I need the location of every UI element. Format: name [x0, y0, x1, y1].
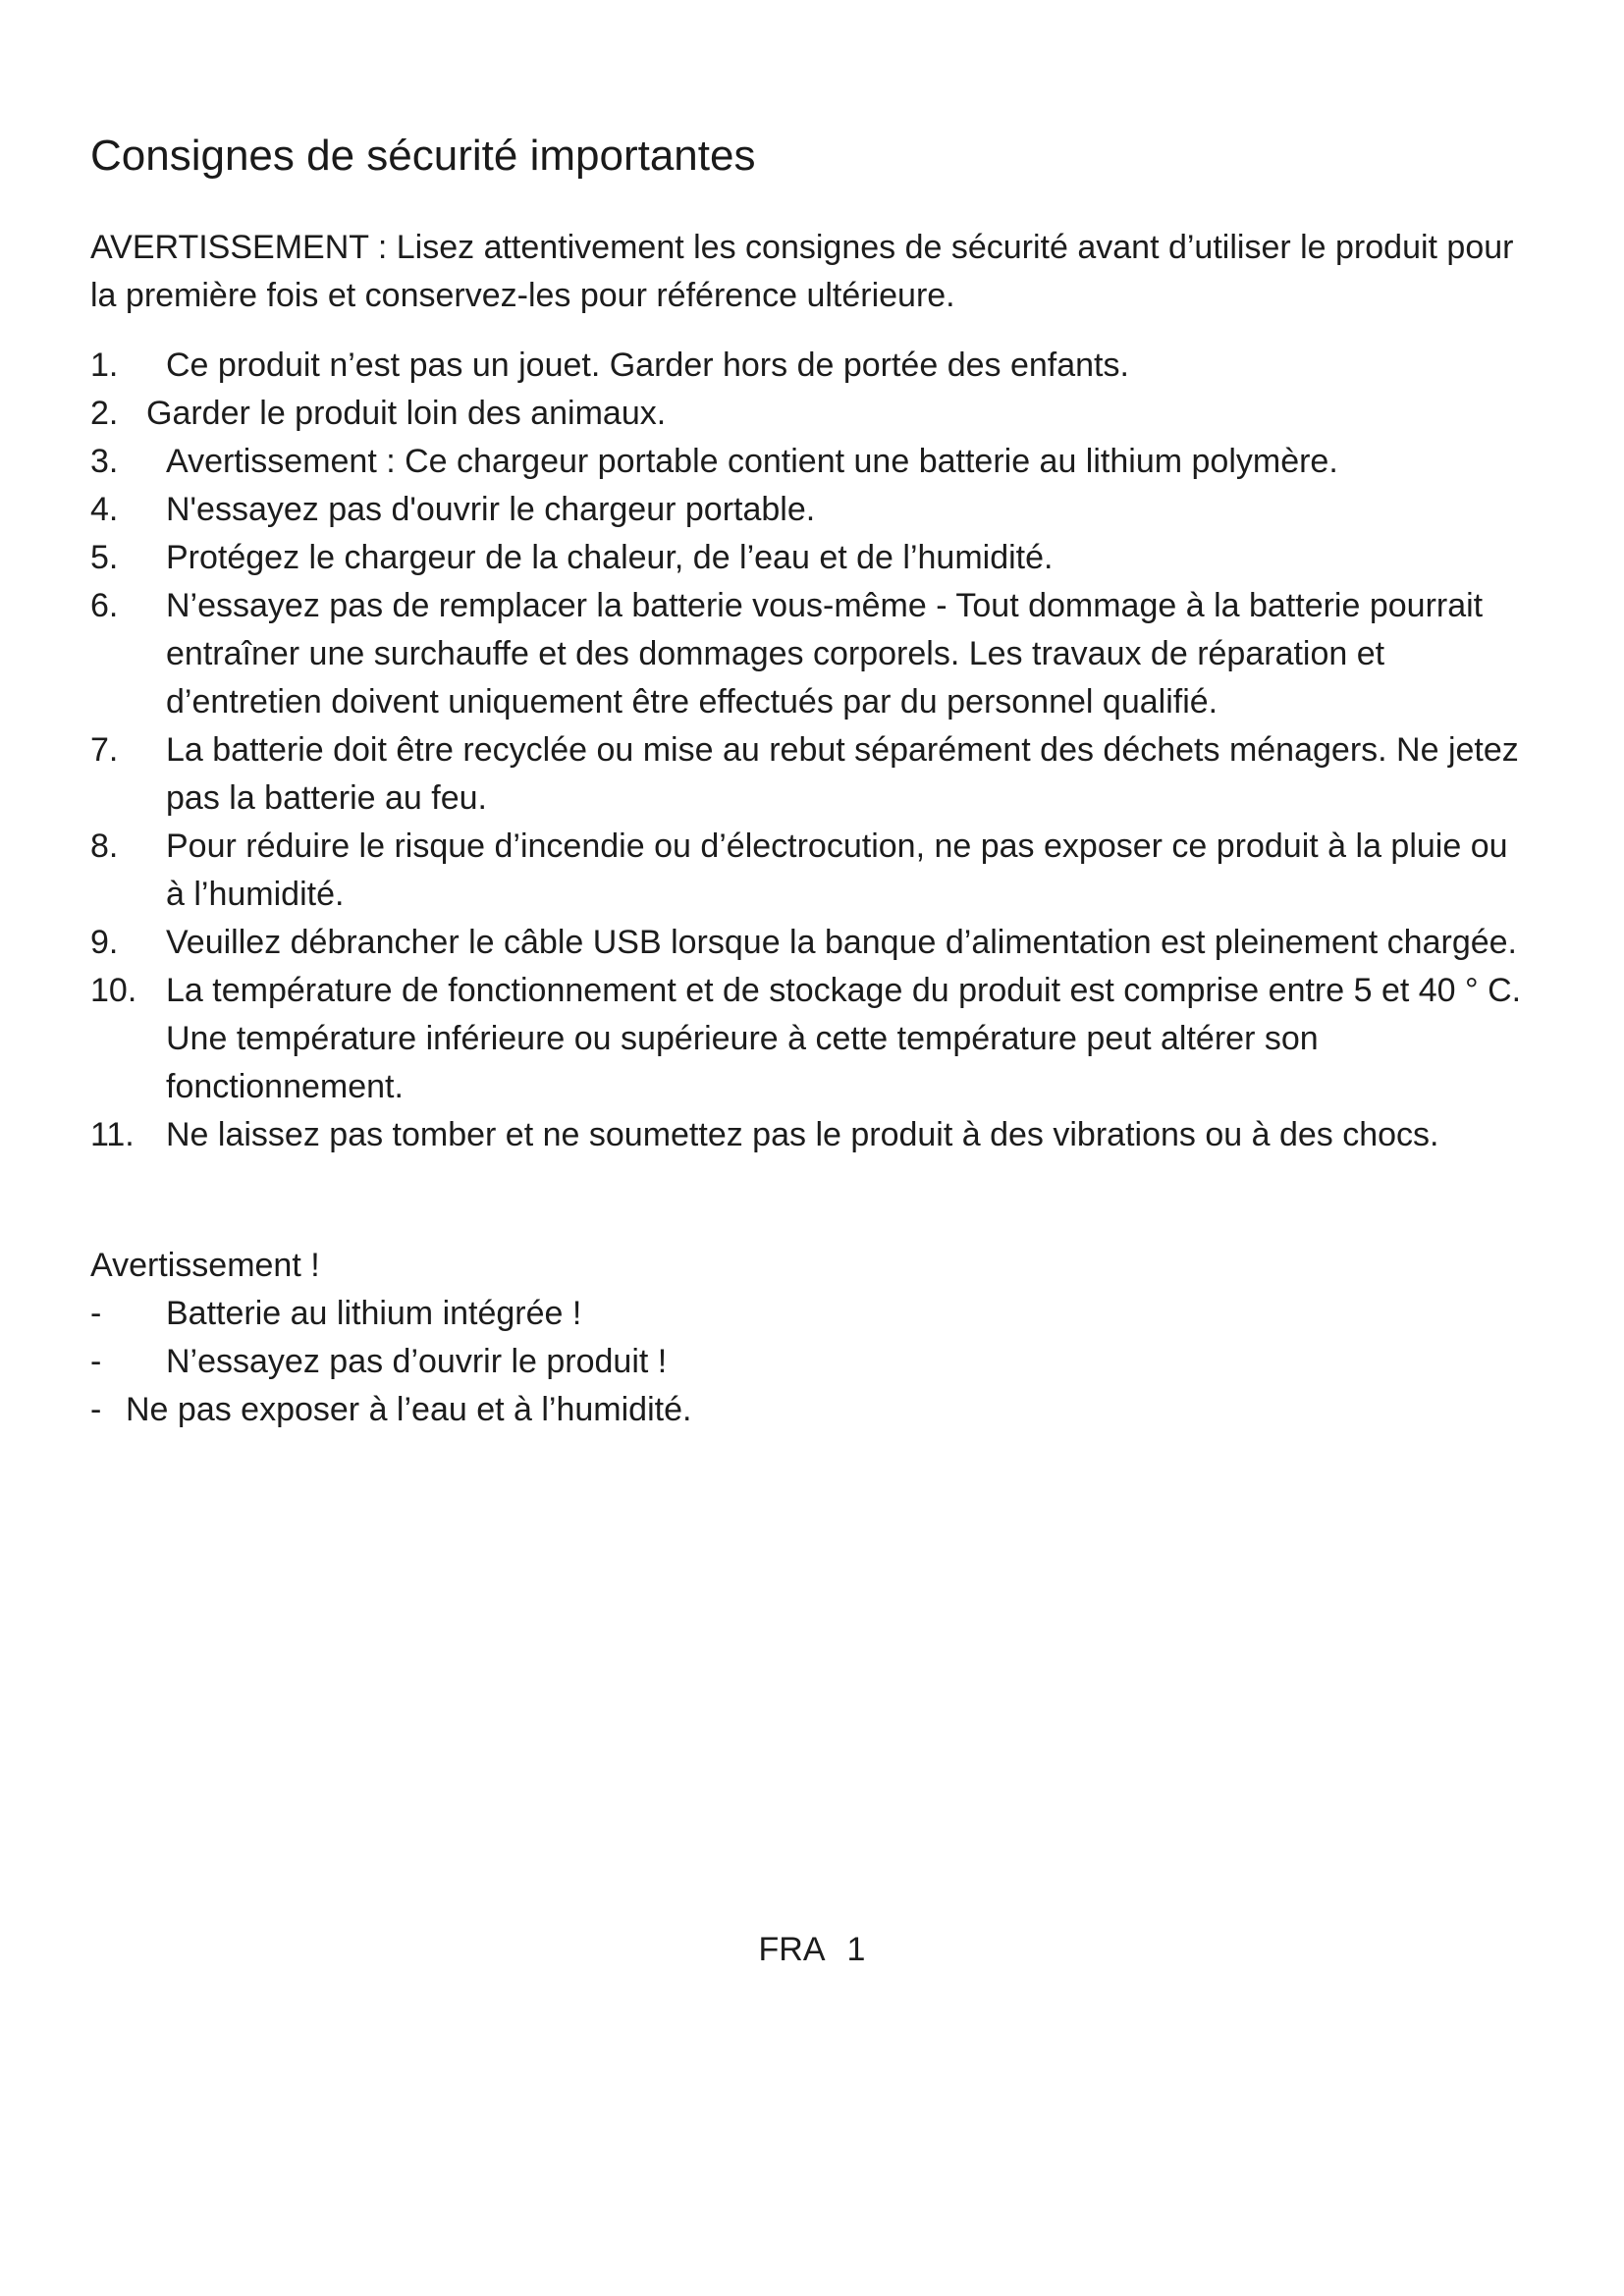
page-footer: [0, 1926, 1624, 1974]
item-text: Garder le produit loin des animaux.: [146, 395, 667, 432]
warning-list-item: [90, 1338, 1530, 1386]
instruction-item: [90, 534, 1530, 582]
warning-heading: Avertissement !: [90, 1247, 320, 1284]
instruction-item: [90, 486, 1530, 534]
instruction-item: [90, 1111, 1530, 1159]
item-text: La batterie doit être recyclée ou mise au rebut séparément des déchets ménagers. Ne jetez pas la batterie au feu.: [166, 731, 1519, 817]
dash-bullet: -: [90, 1343, 102, 1380]
footer-language: FRA: [758, 1931, 826, 1968]
item-number: 6.: [90, 587, 119, 624]
item-number: 10.: [90, 972, 137, 1009]
item-number: 3.: [90, 443, 119, 480]
item-text: La température de fonctionnement et de stockage du produit est comprise entre 5 et 40 ° C. Une température inférieure ou supérieure à cette température peut altérer son fonctionnement.: [166, 972, 1522, 1105]
item-text: Avertissement : Ce chargeur portable contient une batterie au lithium polymère.: [166, 443, 1338, 480]
item-text: Ne pas exposer à l’eau et à l’humidité.: [126, 1391, 692, 1428]
item-text: Batterie au lithium intégrée !: [166, 1295, 582, 1332]
instruction-item: [90, 726, 1530, 823]
instruction-item: [90, 390, 1530, 438]
item-number: 7.: [90, 731, 119, 769]
warning-list-item: [90, 1386, 1530, 1434]
warning-section: [90, 1242, 1530, 1434]
item-number: 2.: [90, 395, 119, 432]
item-number: 8.: [90, 828, 119, 865]
instruction-item: [90, 919, 1530, 967]
item-text: Protégez le chargeur de la chaleur, de l’eau et de l’humidité.: [166, 539, 1054, 576]
item-number: 1.: [90, 347, 119, 384]
dash-bullet: -: [90, 1295, 102, 1332]
item-text: N’essayez pas de remplacer la batterie vous-même - Tout dommage à la batterie pourrait entraîner une surchauffe et des dommages corporels. Les travaux de réparation et d’entretien doivent uniquement être effectués par du personnel qualifié.: [166, 587, 1484, 721]
item-text: Veuillez débrancher le câble USB lorsque la banque d’alimentation est pleinement chargée.: [166, 924, 1517, 961]
instruction-item: [90, 582, 1530, 726]
dash-bullet: -: [90, 1391, 102, 1428]
instruction-item: [90, 438, 1530, 486]
item-text: Ne laissez pas tomber et ne soumettez pas le produit à des vibrations ou à des chocs.: [166, 1116, 1439, 1153]
instruction-item: [90, 967, 1530, 1111]
instruction-item: [90, 342, 1530, 390]
warning-list-item: [90, 1290, 1530, 1338]
item-number: 5.: [90, 539, 119, 576]
item-text: N’essayez pas d’ouvrir le produit !: [166, 1343, 668, 1380]
instruction-item: [90, 823, 1530, 919]
page-title: Consignes de sécurité importantes: [90, 132, 756, 180]
item-text: Pour réduire le risque d’incendie ou d’électrocution, ne pas exposer ce produit à la pluie ou à l’humidité.: [166, 828, 1508, 913]
item-number: 11.: [90, 1116, 135, 1153]
item-text: N'essayez pas d'ouvrir le chargeur portable.: [166, 491, 816, 528]
item-number: 9.: [90, 924, 119, 961]
item-number: 4.: [90, 491, 119, 528]
warning-paragraph: AVERTISSEMENT : Lisez attentivement les consignes de sécurité avant d’utiliser le produit pour la première fois et conservez-les pour référence ultérieure.: [90, 229, 1514, 314]
footer-page-number: 1: [846, 1931, 866, 1968]
instructions-list: [90, 342, 1530, 1159]
item-text: Ce produit n’est pas un jouet. Garder hors de portée des enfants.: [166, 347, 1129, 384]
